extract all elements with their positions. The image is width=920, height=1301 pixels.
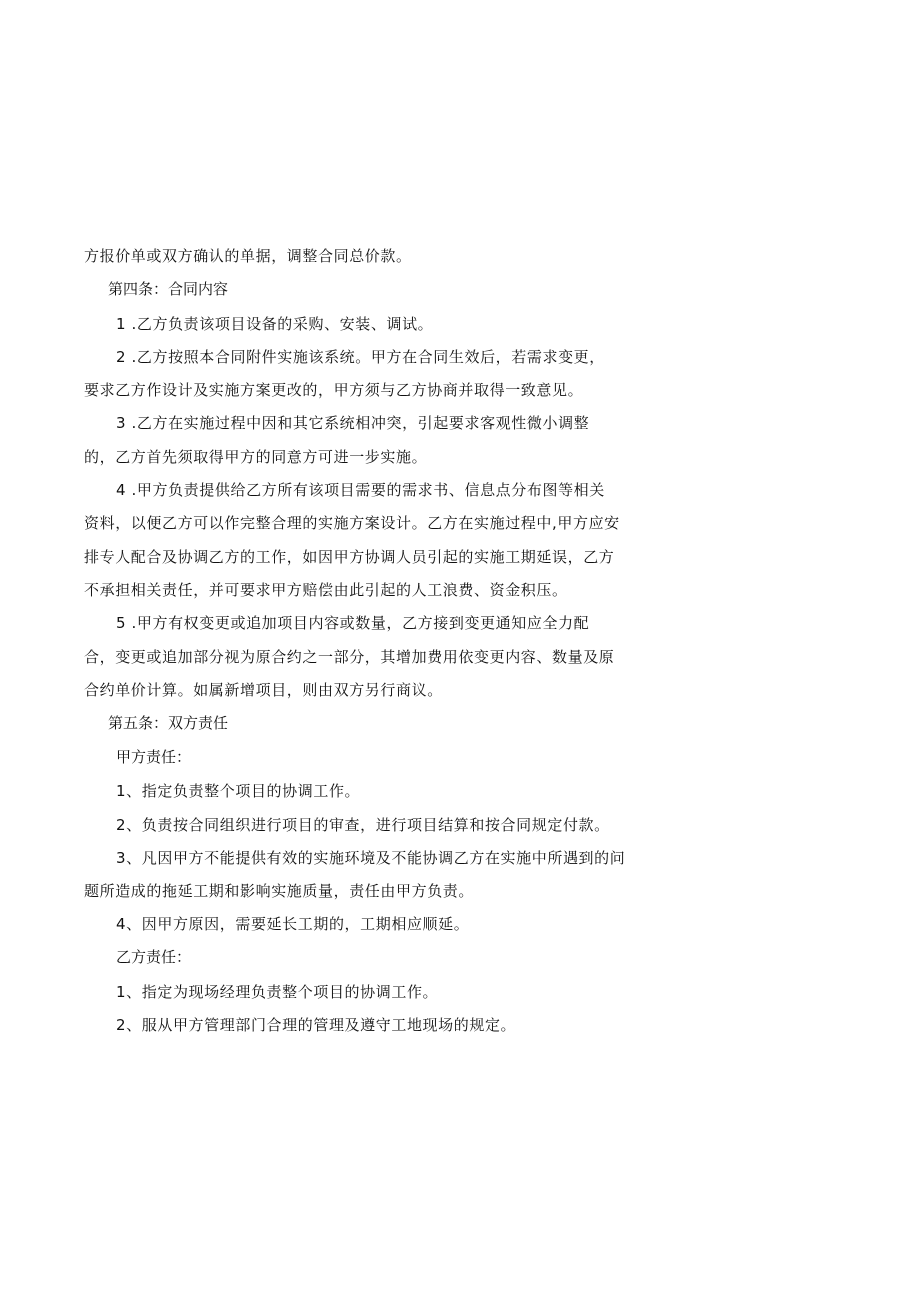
article-4-item-2-line-1: 2 .乙方按照本合同附件实施该系统。甲方在合同生效后，若需求变更， xyxy=(116,348,605,366)
article-4-item-5-line-2: 合，变更或追加部分视为原合约之一部分，其增加费用依变更内容、数量及原 xyxy=(84,648,615,666)
article-4-item-3-line-2: 的，乙方首先须取得甲方的同意方可进一步实施。 xyxy=(84,448,428,466)
article-4-item-1: 1 .乙方负责该项目设备的采购、安装、调试。 xyxy=(116,315,434,333)
article-5-heading: 第五条：双方责任 xyxy=(108,715,229,732)
party-a-heading: 甲方责任： xyxy=(116,749,192,766)
article-4-item-5-line-3: 合约单价计算。如属新增项目，则由双方另行商议。 xyxy=(84,681,443,699)
article-4-item-3-line-1: 3 .乙方在实施过程中因和其它系统相冲突，引起要求客观性微小调整 xyxy=(116,414,590,432)
article-4-item-4-line-1: 4 .甲方负责提供给乙方所有该项目需要的需求书、信息点分布图等相关 xyxy=(116,481,605,499)
party-b-heading: 乙方责任： xyxy=(116,949,192,966)
party-a-item-1: 1、指定负责整个项目的协调工作。 xyxy=(116,782,361,800)
article-4-item-2-line-2: 要求乙方作设计及实施方案更改的，甲方须与乙方协商并取得一致意见。 xyxy=(84,381,584,399)
article-4-item-4-line-3: 排专人配合及协调乙方的工作，如因甲方协调人员引起的实施工期延误，乙方 xyxy=(84,548,615,566)
article-4-heading: 第四条：合同内容 xyxy=(108,281,229,298)
article-4-item-5-line-1: 5 .甲方有权变更或追加项目内容或数量，乙方接到变更通知应全力配 xyxy=(116,614,590,632)
party-a-item-2: 2、负责按合同组织进行项目的审查，进行项目结算和按合同规定付款。 xyxy=(116,816,610,834)
paragraph-line: 方报价单或双方确认的单据，调整合同总价款。 xyxy=(84,247,412,265)
party-b-item-1: 1、指定为现场经理负责整个项目的协调工作。 xyxy=(116,983,439,1001)
party-a-item-3-line-2: 题所造成的拖延工期和影响实施质量，责任由甲方负责。 xyxy=(84,882,475,900)
party-a-item-3-line-1: 3、凡因甲方不能提供有效的实施环境及不能协调乙方在实施中所遇到的问 xyxy=(116,849,626,867)
party-b-item-2: 2、服从甲方管理部门合理的管理及遵守工地现场的规定。 xyxy=(116,1016,517,1034)
party-a-item-4: 4、因甲方原因，需要延长工期的，工期相应顺延。 xyxy=(116,915,470,933)
article-4-item-4-line-2: 资料，以便乙方可以作完整合理的实施方案设计。乙方在实施过程中,甲方应安 xyxy=(84,514,620,532)
article-4-item-4-line-4: 不承担相关责任，并可要求甲方赔偿由此引起的人工浪费、资金积压。 xyxy=(84,581,568,599)
